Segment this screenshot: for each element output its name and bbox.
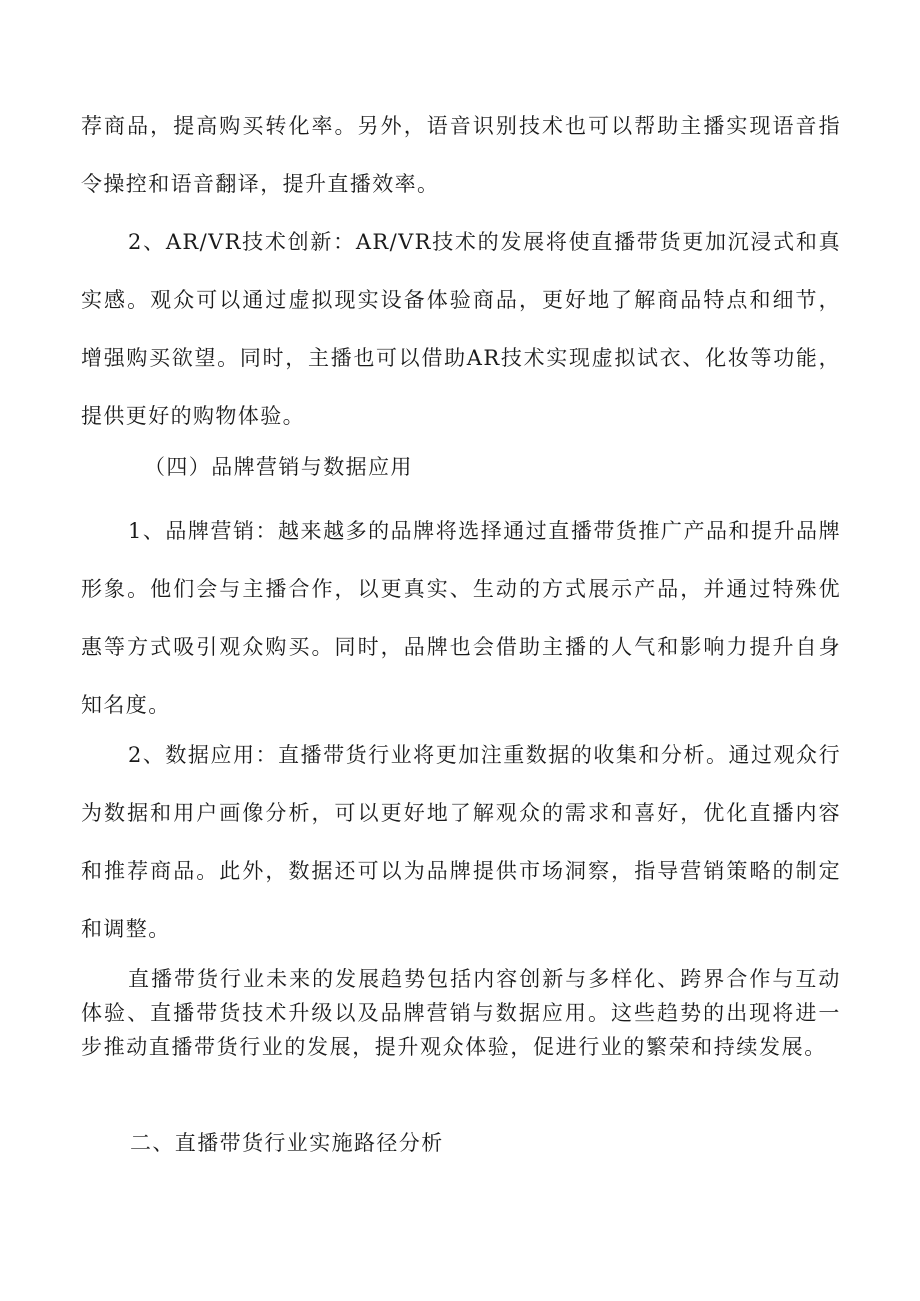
paragraph-brand-marketing: 1、品牌营销：越来越多的品牌将选择通过直播带货推广产品和提升品牌形象。他们会与主播合作，以更真实、生动的方式展示产品，并通过特殊优惠等方式吸引观众购买。同时，品牌也会借助主播的人气和影响力提升自身知名度。 [81, 519, 841, 717]
subheading-brand-marketing-data: （四）品牌营销与数据应用 [144, 455, 413, 479]
paragraph-summary: 直播带货行业未来的发展趋势包括内容创新与多样化、跨界合作与互动体验、直播带货技术升级以及品牌营销与数据应用。这些趋势的出现将进一步推动直播带货行业的发展，提升观众体验，促进行业的繁荣和持续发展。 [81, 967, 841, 1059]
paragraph-ar-vr-innovation: 2、AR/VR技术创新：AR/VR技术的发展将使直播带货更加沉浸式和真实感。观众可以通过虚拟现实设备体验商品，更好地了解商品特点和细节，增强购买欲望。同时，主播也可以借助AR技术实现虚拟试衣、化妆等功能，提供更好的购物体验。 [81, 230, 841, 428]
paragraph-speech-recognition: 荐商品，提高购买转化率。另外，语音识别技术也可以帮助主播实现语音指令操控和语音翻译，提升直播效率。 [81, 114, 841, 196]
paragraph-data-application: 2、数据应用：直播带货行业将更加注重数据的收集和分析。通过观众行为数据和用户画像分析，可以更好地了解观众的需求和喜好，优化直播内容和推荐商品。此外，数据还可以为品牌提供市场洞察，指导营销策略的制定和调整。 [81, 743, 841, 941]
section-heading-implementation-path: 二、直播带货行业实施路径分析 [130, 1131, 444, 1155]
